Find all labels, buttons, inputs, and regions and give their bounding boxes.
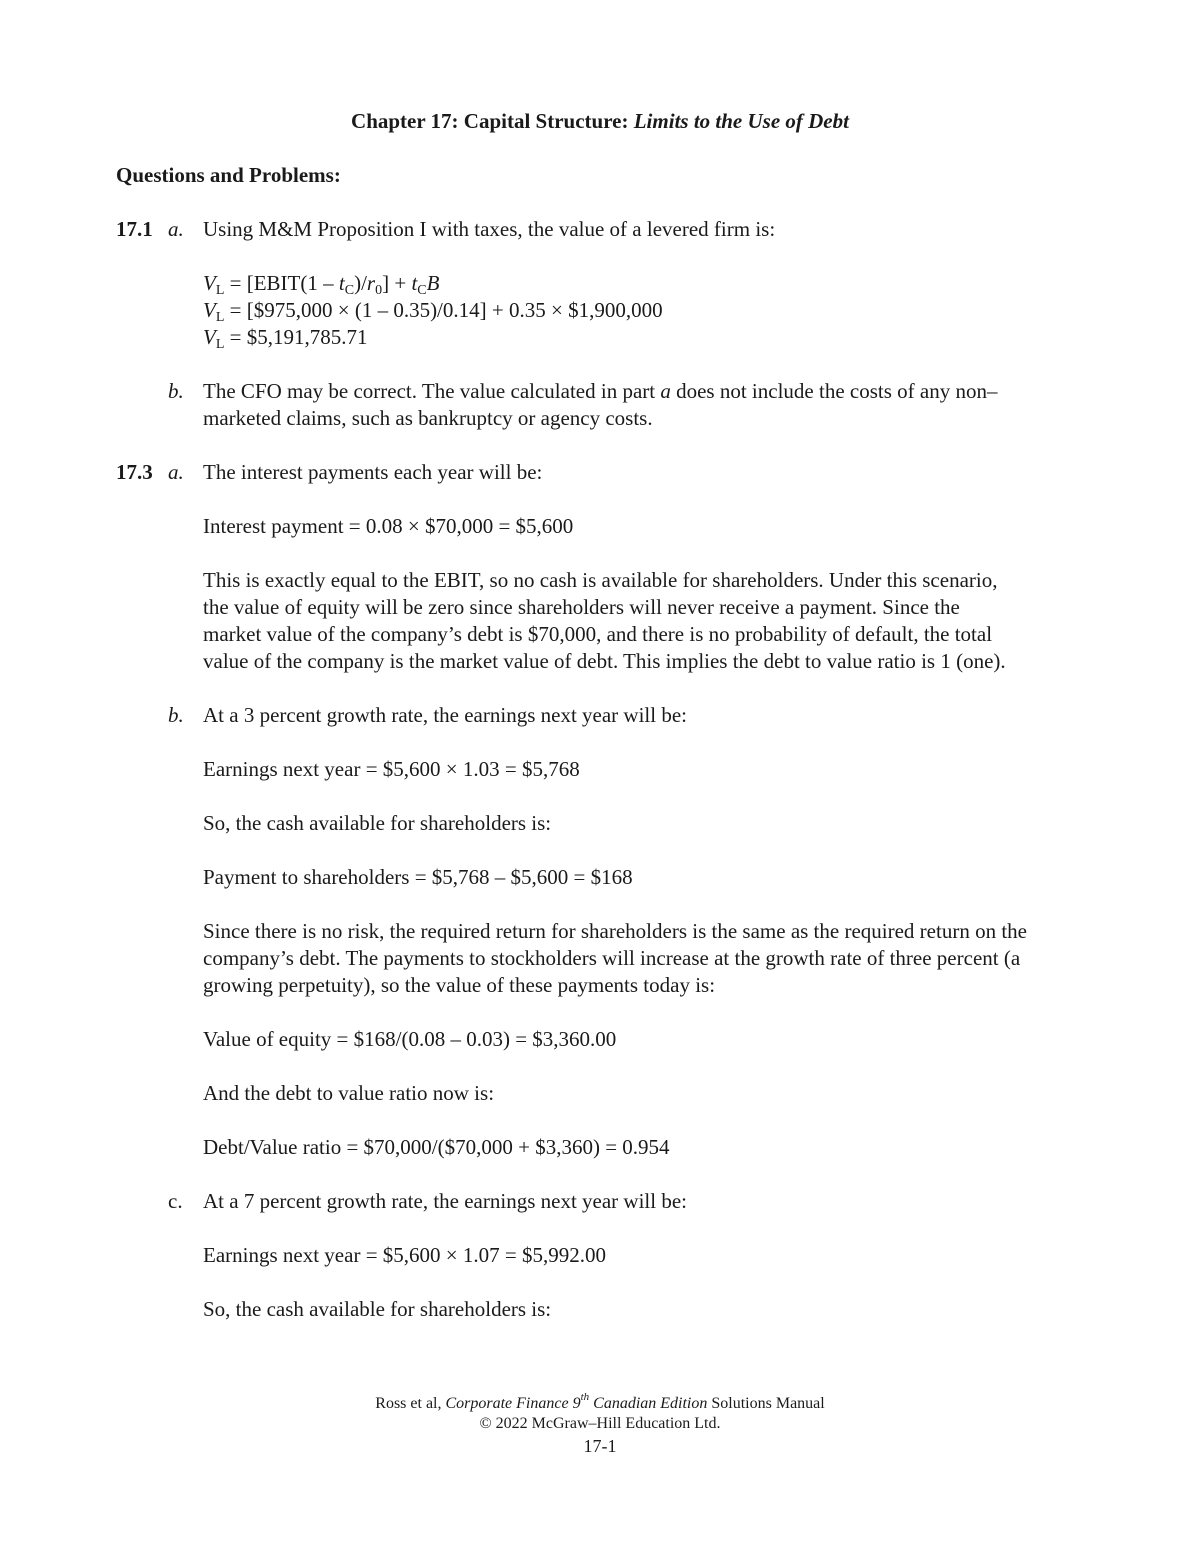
footer-citation bbox=[0, 1391, 1200, 1414]
text-run: does not include the costs of any non– bbox=[670, 379, 998, 403]
paragraph-line bbox=[203, 378, 997, 405]
problem-number-17-3: 17.3 bbox=[116, 460, 153, 484]
part-letter-c: c. bbox=[168, 1189, 183, 1213]
text-run-italic: Canadian Edition bbox=[589, 1395, 708, 1412]
part-intro: The interest payments each year will be: bbox=[203, 460, 543, 484]
formula-symbol: t bbox=[411, 271, 418, 295]
paragraph-line: So, the cash available for shareholders is: bbox=[203, 1297, 552, 1321]
formula-subscript: C bbox=[344, 283, 355, 298]
formula-subscript: L bbox=[215, 310, 225, 325]
text-run: Ross et al, bbox=[375, 1395, 446, 1412]
title-prefix: Chapter 17: Capital Structure: bbox=[351, 109, 634, 133]
title-italic: Limits to the Use of Debt bbox=[633, 109, 849, 133]
problem-number-17-1: 17.1 bbox=[116, 217, 153, 241]
paragraph-line: company’s debt. The payments to stockholders will increase at the growth rate of three percent (a bbox=[203, 946, 1021, 970]
formula-symbol: t bbox=[338, 271, 345, 295]
paragraph-line: marketed claims, such as bankruptcy or agency costs. bbox=[203, 406, 653, 430]
superscript: th bbox=[580, 1391, 590, 1403]
text-run: The CFO may be correct. The value calculated in part bbox=[203, 379, 661, 403]
formula-symbol: B bbox=[426, 271, 440, 295]
formula-subscript: 0 bbox=[375, 283, 383, 298]
paragraph-line: growing perpetuity), so the value of these payments today is: bbox=[203, 973, 716, 997]
equation-line: Interest payment = 0.08 × $70,000 = $5,600 bbox=[203, 514, 574, 538]
paragraph-line: market value of the company’s debt is $70,000, and there is no probability of default, the total bbox=[203, 622, 993, 646]
formula-symbol: V bbox=[203, 298, 216, 322]
text-run: Solutions Manual bbox=[707, 1395, 825, 1412]
part-intro: Using M&M Proposition I with taxes, the value of a levered firm is: bbox=[203, 217, 776, 241]
part-letter-b: b. bbox=[168, 379, 184, 403]
formula-subscript: C bbox=[417, 283, 427, 298]
paragraph-line: And the debt to value ratio now is: bbox=[203, 1081, 495, 1105]
part-letter-a: a. bbox=[168, 217, 184, 241]
paragraph-line: the value of equity will be zero since shareholders will never receive a payment. Since the bbox=[203, 595, 960, 619]
equation-line: Earnings next year = $5,600 × 1.07 = $5,992.00 bbox=[203, 1243, 606, 1267]
formula-text: = $5,191,785.71 bbox=[224, 325, 368, 349]
equation-line: Earnings next year = $5,600 × 1.03 = $5,768 bbox=[203, 757, 580, 781]
paragraph-line: This is exactly equal to the EBIT, so no cash is available for shareholders. Under this scenario, bbox=[203, 568, 998, 592]
formula-symbol: V bbox=[203, 325, 216, 349]
page-title bbox=[0, 108, 1200, 135]
formula-text: )/ bbox=[354, 271, 367, 295]
formula-line bbox=[203, 270, 439, 297]
text-run-italic: Corporate Finance 9 bbox=[445, 1395, 581, 1412]
section-heading: Questions and Problems: bbox=[116, 163, 341, 187]
formula-text: ] + bbox=[382, 271, 412, 295]
formula-subscript: L bbox=[215, 337, 225, 352]
equation-line: Payment to shareholders = $5,768 – $5,600 = $168 bbox=[203, 865, 633, 889]
formula-symbol: V bbox=[203, 271, 216, 295]
formula-symbol: r bbox=[366, 271, 376, 295]
part-intro: At a 7 percent growth rate, the earnings next year will be: bbox=[203, 1189, 687, 1213]
equation-line: Value of equity = $168/(0.08 – 0.03) = $3,360.00 bbox=[203, 1027, 617, 1051]
paragraph-line: value of the company is the market value of debt. This implies the debt to value ratio is 1 (one). bbox=[203, 649, 1006, 673]
formula-line bbox=[203, 324, 367, 351]
part-letter-a: a. bbox=[168, 460, 184, 484]
page-number: 17-1 bbox=[583, 1436, 617, 1456]
paragraph-line: Since there is no risk, the required return for shareholders is the same as the required return on the bbox=[203, 919, 1027, 943]
formula-line bbox=[203, 297, 663, 324]
part-intro: At a 3 percent growth rate, the earnings next year will be: bbox=[203, 703, 687, 727]
formula-subscript: L bbox=[215, 283, 225, 298]
formula-text: = [EBIT(1 – bbox=[224, 271, 339, 295]
formula-text: = [$975,000 × (1 – 0.35)/0.14] + 0.35 × $1,900,000 bbox=[224, 298, 663, 322]
part-letter-b: b. bbox=[168, 703, 184, 727]
equation-line: Debt/Value ratio = $70,000/($70,000 + $3,360) = 0.954 bbox=[203, 1135, 670, 1159]
footer-copyright: © 2022 McGraw–Hill Education Ltd. bbox=[479, 1415, 721, 1432]
paragraph-line: So, the cash available for shareholders is: bbox=[203, 811, 552, 835]
text-run-italic: a bbox=[660, 379, 671, 403]
